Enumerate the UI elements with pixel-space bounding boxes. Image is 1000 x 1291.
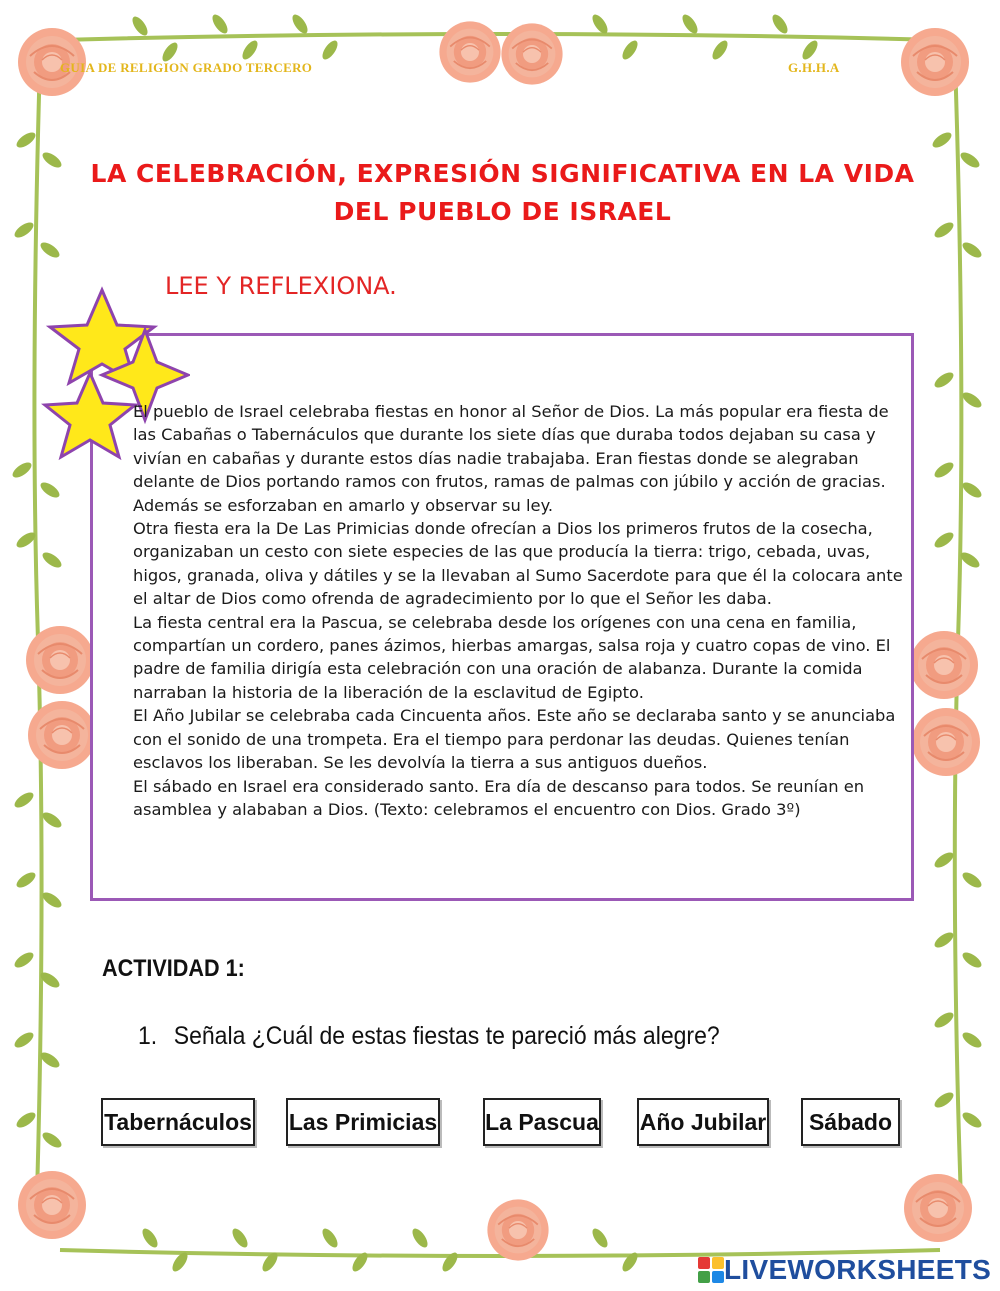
star-icon bbox=[45, 373, 135, 457]
reading-paragraph: El pueblo de Israel celebraba fiestas en honor al Señor de Dios. La más popular era fiesta de las Cabañas o Tabernáculos que durante los siete días que duraba todos dejaban su casa y vivían en cabañas y durante estos días nadie trabajaba. Eran fiestas donde se alegraban delante de Dios portando ramos con frutos, ramas de palmas con júbilo y acción de gracias. Además se esforzaban en amarlo y observar su ley. bbox=[133, 402, 889, 515]
question-text: Señala ¿Cuál de estas fiestas te pareció más alegre? bbox=[173, 1022, 720, 1050]
reading-paragraph: La fiesta central era la Pascua, se celebraba desde los orígenes con una cena en familia, compartían un cordero, panes ázimos, hierbas amargas, salsa roja y cuatro copas de vino. El padre de familia dirigía esta celebración con una oración de alabanza. Durante la comida narraban la historia de la liberación de la esclavitud de Egipto. bbox=[133, 612, 891, 702]
option-pascua[interactable]: La Pascua bbox=[483, 1098, 601, 1146]
title-line-1: LA CELEBRACIÓN, EXPRESIÓN SIGNIFICATIVA EN LA VIDA bbox=[90, 159, 915, 188]
reading-paragraph: El sábado en Israel era considerado santo. Era día de descanso para todos. Se reunían en asamblea y alababan a Dios. (Texto: celebramos el encuentro con Dios. Grado 3º) bbox=[133, 776, 865, 819]
option-tabernaculos[interactable]: Tabernáculos bbox=[101, 1098, 255, 1146]
title-line-2: DEL PUEBLO DE ISRAEL bbox=[333, 197, 672, 226]
page-title bbox=[40, 155, 965, 231]
question-number: 1. bbox=[138, 1022, 158, 1050]
activity-title: ACTIVIDAD 1: bbox=[102, 955, 245, 982]
brand-text: LIVEWORKSHEETS bbox=[724, 1254, 992, 1285]
reading-paragraph: El Año Jubilar se celebraba cada Cincuenta años. Este año se declaraba santo y se anunciaba con el sonido de una trompeta. Era el tiempo para perdonar las deudas. Quienes tenían esclavos los liberaban. Se les devolvía la tierra a sus antiguos dueños. bbox=[133, 706, 896, 773]
option-ano-jubilar[interactable]: Año Jubilar bbox=[637, 1098, 769, 1146]
option-primicias[interactable]: Las Primicias bbox=[286, 1098, 440, 1146]
liveworksheets-icon bbox=[698, 1257, 724, 1283]
option-sabado[interactable]: Sábado bbox=[801, 1098, 900, 1146]
reading-paragraph: Otra fiesta era la De Las Primicias donde ofrecían a Dios los primeros frutos de la cosecha, organizaban un cesto con siete especies de las que producía la tierra: trigo, cebada, uvas, higos, granada, oliva y dátiles y se la llevaban al Sumo Sacerdote para que él la colocara ante el altar de Dios como ofrenda de agradecimiento por lo que el Señor les daba. bbox=[133, 519, 903, 609]
question bbox=[138, 1022, 720, 1051]
reading-text bbox=[133, 400, 903, 821]
header-course: GUIA DE RELIGION GRADO TERCERO bbox=[60, 60, 313, 75]
liveworksheets-logo bbox=[698, 1254, 991, 1286]
header-initials: G.H.H.A bbox=[788, 60, 840, 75]
read-and-reflect-heading: LEE Y REFLEXIONA. bbox=[165, 272, 397, 300]
